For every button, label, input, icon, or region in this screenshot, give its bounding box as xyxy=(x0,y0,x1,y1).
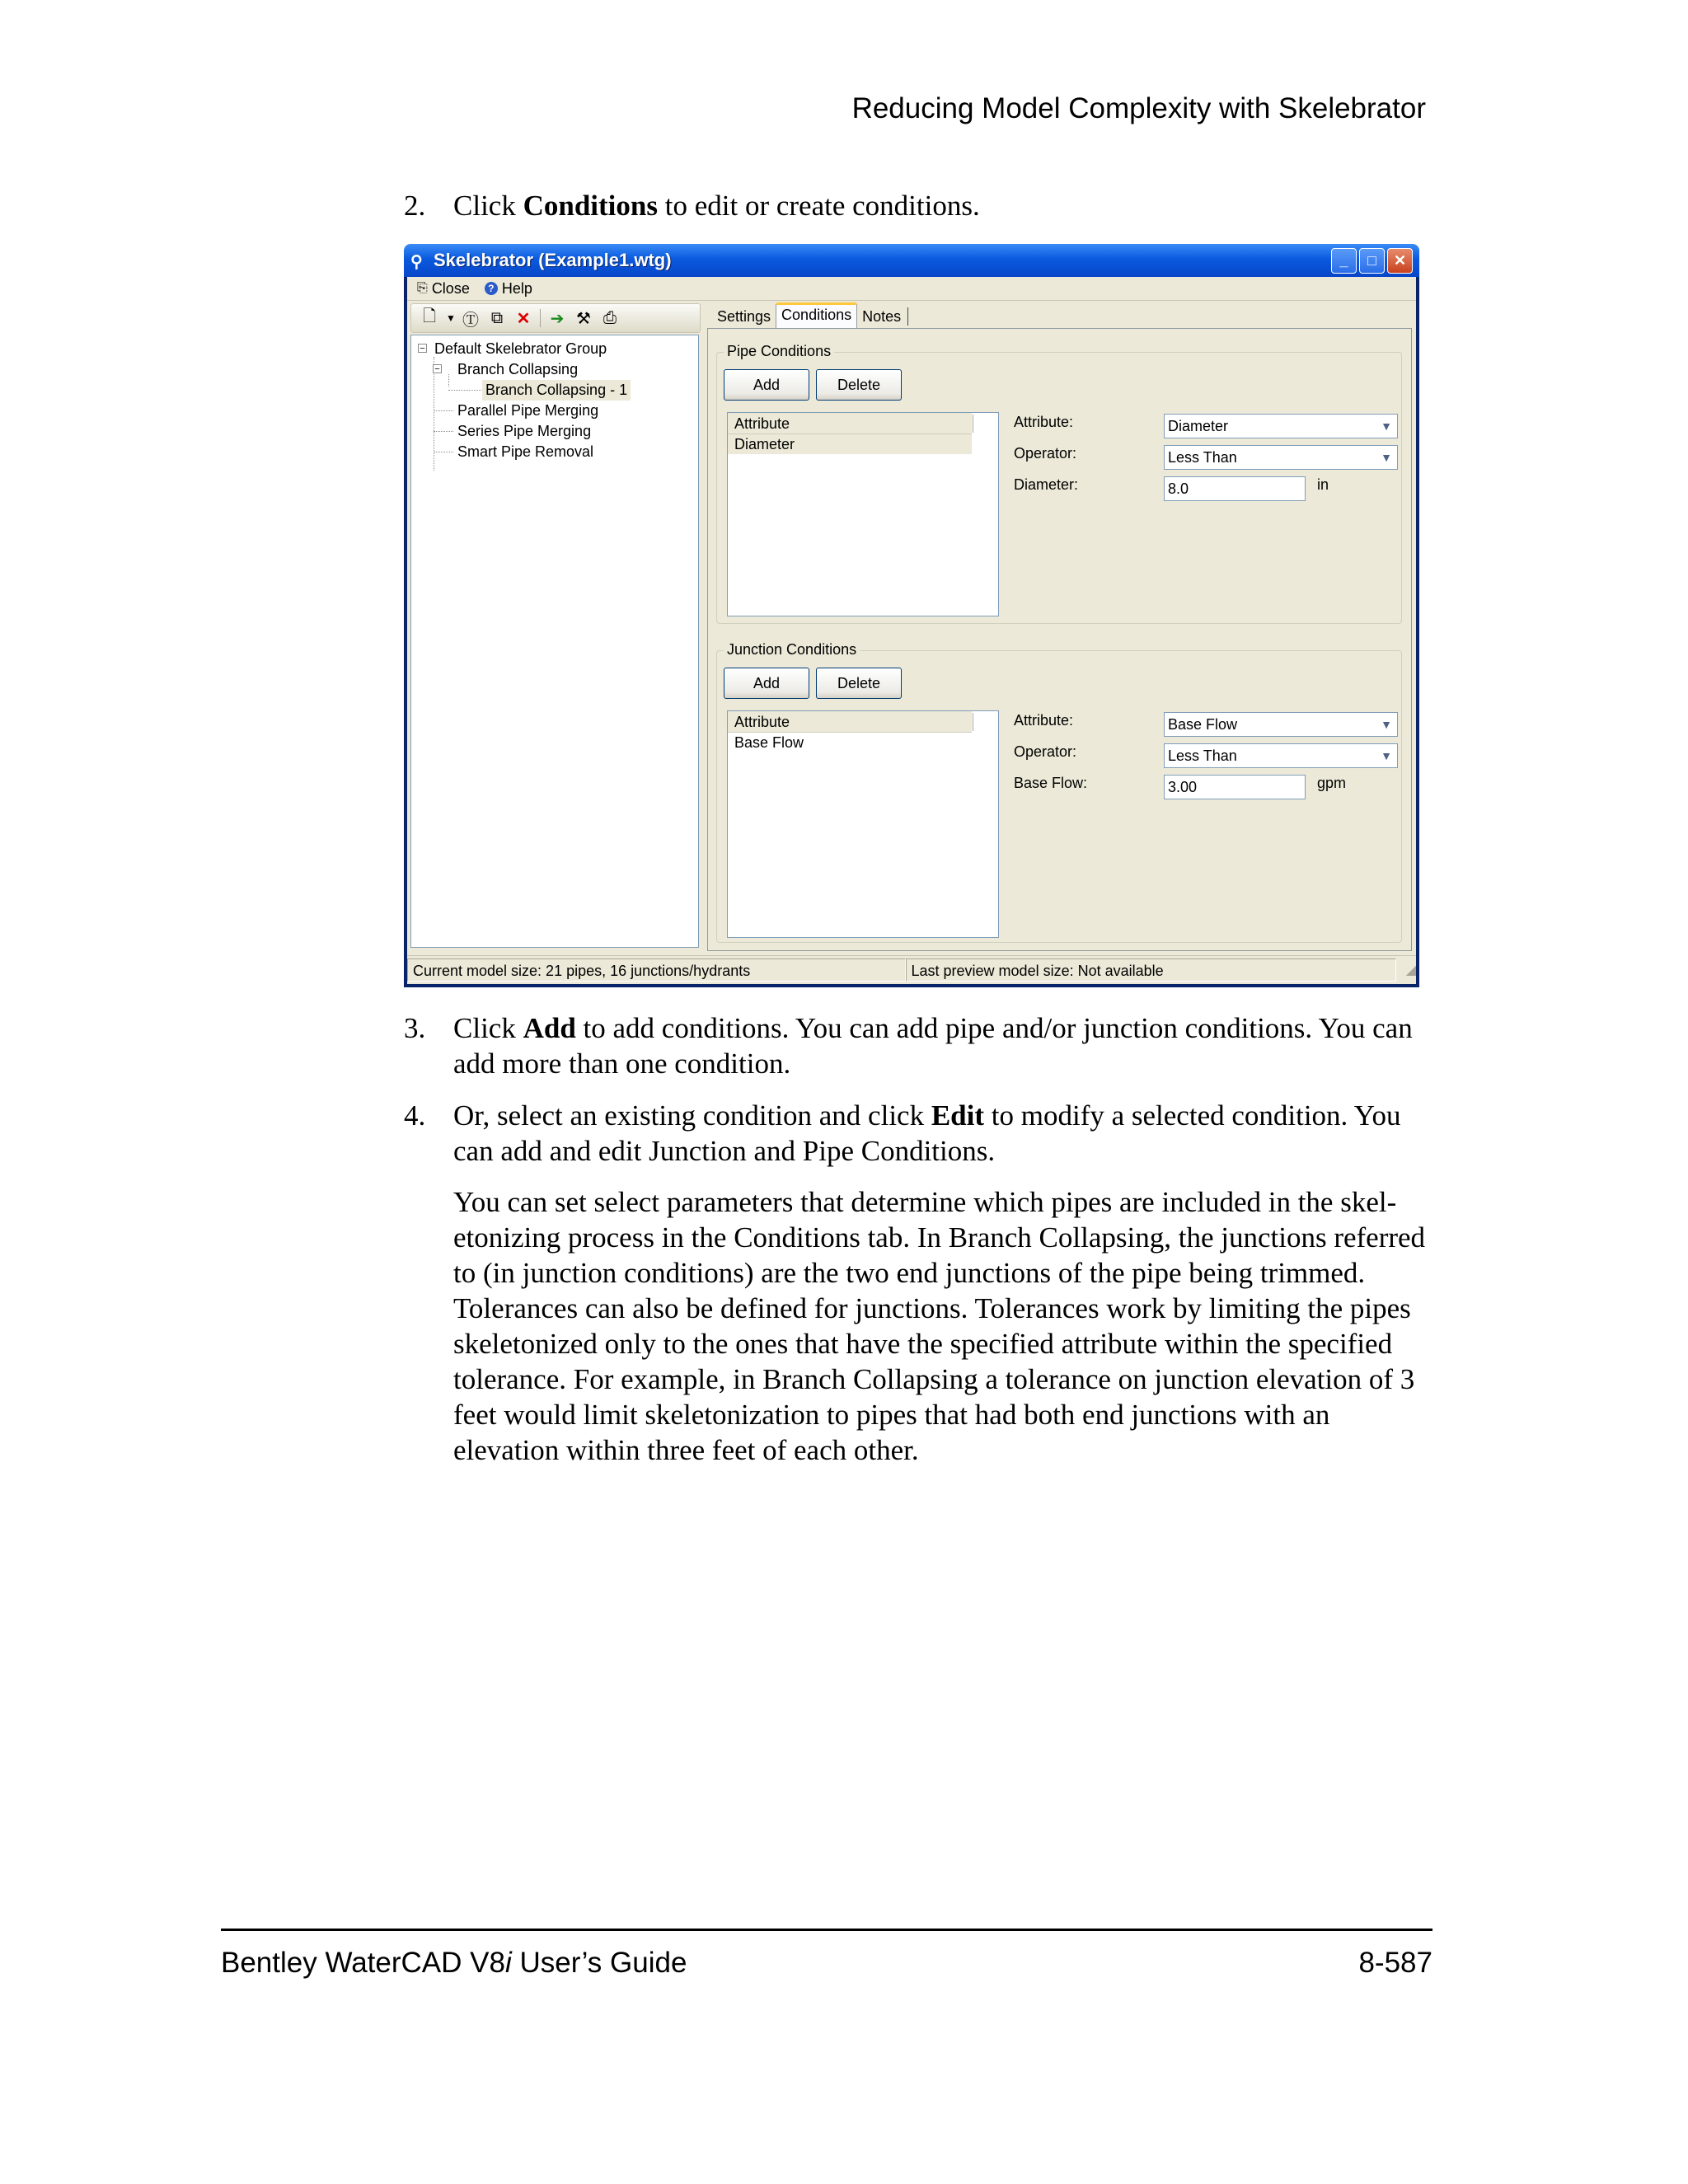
attribute-label: Attribute: xyxy=(1014,414,1074,430)
app-icon: ⚲ xyxy=(410,253,423,271)
tab-notes[interactable]: Notes xyxy=(862,308,902,325)
pipe-operator-select[interactable] xyxy=(1164,445,1398,470)
step-text: to add conditions. You can add pipe and/or junction conditions. You can add more than one condition. xyxy=(453,1012,1413,1080)
tree-item-label: Branch Collapsing - 1 xyxy=(482,380,631,401)
tree-item-label: Smart Pipe Removal xyxy=(457,443,594,460)
menu-help[interactable] xyxy=(485,280,532,298)
run-icon[interactable]: ➔ xyxy=(550,309,565,328)
tree-item-label: Parallel Pipe Merging xyxy=(457,402,599,419)
minimize-button[interactable]: _ xyxy=(1331,248,1357,274)
junction-operator-select[interactable] xyxy=(1164,743,1398,768)
tree-item-label: Series Pipe Merging xyxy=(457,423,592,439)
chevron-down-icon[interactable]: ▼ xyxy=(1381,749,1392,762)
collapse-icon[interactable]: − xyxy=(418,344,427,353)
step-keyword: Add xyxy=(523,1012,576,1044)
select-value: Base Flow xyxy=(1168,715,1238,733)
operator-label: Operator: xyxy=(1014,743,1077,760)
close-doc-icon: ⎘ xyxy=(417,281,428,295)
step-text: to edit or create conditions. xyxy=(657,190,980,222)
close-window-button[interactable]: ✕ xyxy=(1387,248,1413,274)
tree-item-smart-pipe-removal[interactable] xyxy=(411,442,698,462)
step-4 xyxy=(404,1098,1434,1169)
tab-strip xyxy=(707,303,1416,328)
select-value: Diameter xyxy=(1168,417,1229,434)
tab-settings[interactable]: Settings xyxy=(717,308,771,325)
tree-item-series-pipe-merging[interactable] xyxy=(411,421,698,442)
page-number: 8-587 xyxy=(1358,1947,1432,1979)
junction-conditions-list[interactable] xyxy=(727,710,999,938)
select-value: Less Than xyxy=(1168,448,1237,466)
chevron-down-icon[interactable]: ▼ xyxy=(1381,419,1392,433)
group-title: Pipe Conditions xyxy=(724,343,834,360)
step-text: Click xyxy=(453,190,523,222)
tools-icon[interactable]: ⚒ xyxy=(576,309,591,328)
window-title: Skelebrator (Example1.wtg) xyxy=(434,250,672,270)
footer-book-title xyxy=(221,1947,687,1980)
diameter-label: Diameter: xyxy=(1014,476,1079,493)
chevron-down-icon[interactable]: ▼ xyxy=(1381,451,1392,464)
help-icon: ? xyxy=(485,282,498,295)
junction-attribute-select[interactable] xyxy=(1164,712,1398,737)
operator-label: Operator: xyxy=(1014,445,1077,462)
junction-conditions-group xyxy=(716,641,1402,943)
footer-title-text: User’s Guide xyxy=(511,1947,687,1979)
step-number: 2. xyxy=(404,190,426,222)
footer-title-italic: i xyxy=(504,1947,512,1979)
junction-delete-button[interactable]: Delete xyxy=(816,668,902,699)
diameter-input[interactable]: 8.0 xyxy=(1164,476,1306,501)
diameter-unit: in xyxy=(1317,476,1329,493)
tree-item-label: Branch Collapsing xyxy=(457,361,579,377)
attribute-label: Attribute: xyxy=(1014,712,1074,729)
rename-icon[interactable]: Ⓣ xyxy=(462,311,479,330)
right-pane xyxy=(707,303,1416,954)
step-2 xyxy=(404,188,1434,223)
base-flow-input[interactable]: 3.00 xyxy=(1164,775,1306,799)
base-flow-label: Base Flow: xyxy=(1014,775,1088,791)
step-text: Or, select an existing condition and click xyxy=(453,1099,931,1132)
list-item[interactable]: Diameter xyxy=(728,434,972,454)
step-number: 3. xyxy=(404,1012,426,1044)
new-icon[interactable]: 🗋 xyxy=(422,307,437,326)
step-keyword: Edit xyxy=(931,1099,985,1132)
pipe-conditions-group xyxy=(716,343,1402,624)
tree-root[interactable] xyxy=(411,339,698,359)
tab-conditions[interactable]: Conditions xyxy=(776,302,857,328)
menu-close-label: Close xyxy=(431,279,470,297)
delete-icon[interactable]: ✕ xyxy=(516,309,531,328)
group-title: Junction Conditions xyxy=(724,641,860,658)
body-paragraph: You can set select parameters that determine which pipes are included in the skel-etonizing process in the Conditions tab. In Branch Collapsing, the junctions referred to (in junction conditions) are the two end junctions of the pipe being trimmed. Tolerances can also be defined for junctions. Tolerances work by limiting the pipes skeletonized only to the ones that have the specified attribute within the specified tolerance. For example, in Branch Collapsing a tolerance on junction elevation of 3 feet would limit skeletonization to pipes that had both end junctions with an elevation within three feet of each other. xyxy=(453,1186,1426,1466)
junction-add-button[interactable]: Add xyxy=(724,668,809,699)
maximize-button[interactable]: □ xyxy=(1359,248,1385,274)
tree-root-label: Default Skelebrator Group xyxy=(434,340,607,357)
resize-grip-icon[interactable]: ◢ xyxy=(1405,963,1416,977)
base-flow-unit: gpm xyxy=(1317,775,1347,791)
step-text: to modify a selected condition. You can add and edit Junction and Pipe Conditions. xyxy=(453,1099,1401,1167)
preview-icon[interactable]: ⎙ xyxy=(603,308,617,327)
pipe-attribute-select[interactable] xyxy=(1164,414,1398,438)
tab-separator xyxy=(907,307,908,326)
operations-tree xyxy=(410,335,699,948)
status-current-size: Current model size: 21 pipes, 16 junctions/hydrants xyxy=(407,958,906,982)
pipe-conditions-list[interactable] xyxy=(727,412,999,616)
menu-close[interactable] xyxy=(417,280,470,298)
toolbar-separator xyxy=(540,309,541,327)
footer-title-text: Bentley WaterCAD V8 xyxy=(221,1947,505,1979)
menu-help-label: Help xyxy=(501,279,532,297)
conditions-panel xyxy=(707,328,1412,951)
dropdown-arrow-icon[interactable]: ▼ xyxy=(446,312,456,324)
title-bar[interactable] xyxy=(404,244,1419,277)
toolbar xyxy=(410,303,701,333)
pipe-add-button[interactable]: Add xyxy=(724,369,809,401)
step-keyword: Conditions xyxy=(523,190,658,222)
tree-item-parallel-pipe-merging[interactable] xyxy=(411,401,698,421)
list-header[interactable]: Attribute xyxy=(728,413,972,434)
dialog-client xyxy=(407,277,1416,984)
list-item[interactable]: Base Flow xyxy=(734,734,804,751)
status-preview-size: Last preview model size: Not available xyxy=(906,958,1397,982)
collapse-icon[interactable]: − xyxy=(433,364,442,373)
menu-bar xyxy=(407,277,1416,301)
running-header: Reducing Model Complexity with Skelebrator xyxy=(851,92,1426,124)
skelebrator-dialog xyxy=(404,244,1419,987)
duplicate-icon[interactable]: ⧉ xyxy=(490,308,504,327)
tree-item-branch-collapsing[interactable] xyxy=(411,359,698,380)
step-3 xyxy=(404,1010,1434,1081)
step-text: Click xyxy=(453,1012,523,1044)
pipe-delete-button[interactable]: Delete xyxy=(816,369,902,401)
left-pane xyxy=(410,303,701,948)
list-header[interactable]: Attribute xyxy=(728,711,972,733)
status-bar xyxy=(407,955,1416,984)
chevron-down-icon[interactable]: ▼ xyxy=(1381,718,1392,731)
step-number: 4. xyxy=(404,1099,426,1132)
footer-rule xyxy=(221,1929,1432,1931)
tree-item-branch-collapsing-1[interactable] xyxy=(411,380,698,401)
select-value: Less Than xyxy=(1168,747,1237,764)
